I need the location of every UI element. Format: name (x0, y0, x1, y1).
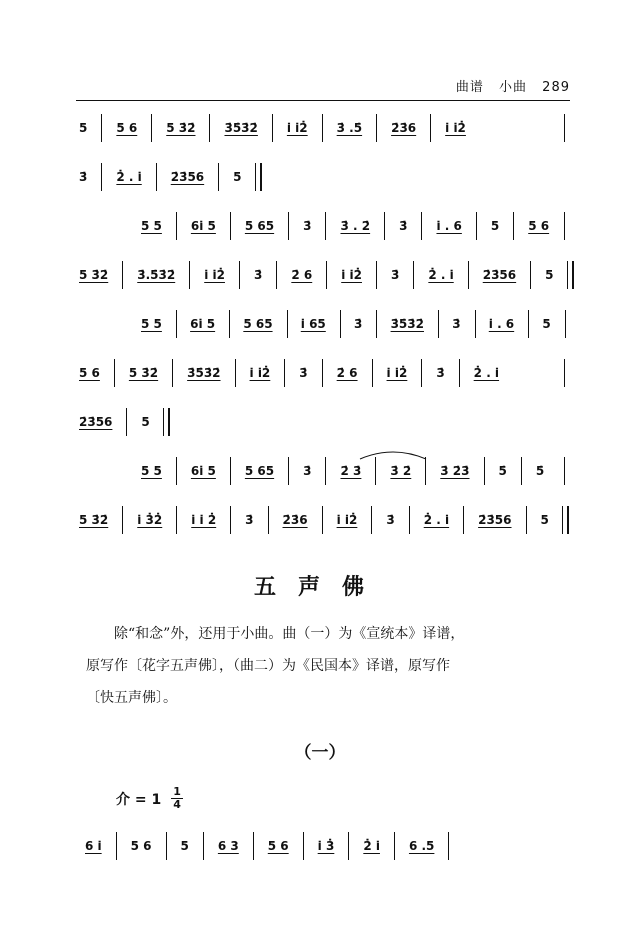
barline (425, 457, 426, 485)
note-group: 5 (233, 170, 242, 184)
barline (564, 212, 565, 240)
note-group: 6i̇ 5 (190, 464, 216, 478)
barline (126, 408, 127, 436)
header-section: 曲谱 (455, 80, 484, 95)
barline (421, 359, 422, 387)
note-group: 5 (141, 415, 150, 429)
barline (272, 114, 273, 142)
barline (322, 359, 323, 387)
note-group: 6i̇ 5 (190, 317, 216, 331)
slur-mark (358, 449, 428, 461)
score-line (76, 504, 576, 536)
score-line (76, 455, 576, 487)
time-signature (171, 786, 183, 811)
barline (218, 163, 219, 191)
note-group: 3̇ .5̇ (336, 121, 363, 135)
note-group: 3̇ (303, 464, 312, 478)
barline (513, 212, 514, 240)
barline (430, 114, 431, 142)
barline (521, 457, 522, 485)
barline (235, 359, 236, 387)
note-group: 2̇3̇6 (282, 513, 308, 527)
barline (564, 457, 565, 485)
score-line (76, 308, 576, 340)
note-group: 3̇ (399, 219, 408, 233)
running-header (446, 76, 570, 95)
note-group: 5̇ (498, 464, 507, 478)
note-group: 5 6 (116, 121, 138, 135)
note-group: 5 3̇2̇ (128, 366, 159, 380)
note-group: 3̇ 2̇ (390, 464, 412, 478)
barline (288, 457, 289, 485)
barline (230, 457, 231, 485)
score-line (76, 259, 576, 291)
note-group: 5 6 (130, 839, 152, 853)
barline (564, 114, 565, 142)
barline (372, 359, 373, 387)
barline (409, 506, 410, 534)
barline (122, 261, 123, 289)
note-group: 2̇3̇56 (478, 513, 512, 527)
note-group: 2̇ i̇ (363, 839, 380, 853)
note-group: 2̇ 3̇ (340, 464, 362, 478)
double-barline (163, 408, 170, 436)
barline (448, 832, 449, 860)
barline (384, 212, 385, 240)
note-group: 3̇ (386, 513, 395, 527)
note-group: 2̇ . i̇ (428, 268, 454, 282)
header-subsection: 小曲 (499, 80, 528, 95)
note-group: 6 i̇ (85, 839, 102, 853)
note-group: 3̇ (245, 513, 254, 527)
time-signature-numerator: 1 (173, 785, 181, 798)
notation-block (76, 112, 576, 553)
note-group: i̇ 3̇ (317, 839, 335, 853)
note-group: 2̇3̇56 (170, 170, 205, 184)
note-group: 2̇3̇56 (79, 415, 113, 429)
description-paragraph (86, 618, 570, 714)
note-group: 5 3̇2̇ (166, 121, 196, 135)
note-group: i̇ i̇2̇ (445, 121, 466, 135)
barline (468, 261, 469, 289)
barline (322, 506, 323, 534)
note-group: 3̇ (299, 366, 308, 380)
barline (172, 359, 173, 387)
barline (348, 832, 349, 860)
barline (322, 114, 323, 142)
paragraph-line: 原写作〔花字五声佛〕，（曲二）为《民国本》译谱，原写作 (86, 658, 450, 674)
score-line-final-section (82, 830, 577, 862)
note-group: 5 65 (244, 219, 275, 233)
note-group: 6 3 (217, 839, 239, 853)
note-group: 3̇5̇3̇2̇ (187, 366, 221, 380)
note-group: 5 5 (141, 464, 162, 478)
tempo-label: 介 = 1 (116, 791, 162, 808)
tempo-marking (116, 786, 183, 811)
note-group: 5 (542, 317, 551, 331)
note-group: i̇ i̇2̇ (336, 513, 358, 527)
barline (166, 832, 167, 860)
barline (371, 506, 372, 534)
barline (156, 163, 157, 191)
barline (114, 359, 115, 387)
note-group: 2̇ . i̇ (423, 513, 450, 527)
note-group: i̇ . 6 (488, 317, 515, 331)
note-group: 5 (540, 513, 549, 527)
note-group: i̇ i̇2̇ (341, 268, 362, 282)
barline (463, 506, 464, 534)
barline (459, 359, 460, 387)
note-group: 5 3̇2̇ (79, 268, 109, 282)
barline (101, 163, 102, 191)
barline (151, 114, 152, 142)
barline (176, 457, 177, 485)
time-signature-denominator: 4 (173, 798, 181, 811)
barline (325, 457, 326, 485)
note-group: i̇ i̇2̇ (249, 366, 271, 380)
barline (394, 832, 395, 860)
note-group: i̇ i̇2̇ (386, 366, 408, 380)
barline (326, 261, 327, 289)
barline (476, 212, 477, 240)
note-group: i̇ 3̇2̇ (137, 513, 163, 527)
barline (122, 506, 123, 534)
note-group: 5 6 (528, 219, 550, 233)
barline (116, 832, 117, 860)
double-barline (255, 163, 262, 191)
note-group: 3̇ (436, 366, 445, 380)
barline (526, 506, 527, 534)
score-line (76, 161, 576, 193)
barline (530, 261, 531, 289)
barline (303, 832, 304, 860)
note-group: 5 5 (141, 219, 162, 233)
barline (176, 212, 177, 240)
note-group: 2̇3̇6 (391, 121, 417, 135)
note-group: 3̇ (452, 317, 461, 331)
note-group: 2̇ 6 (291, 268, 313, 282)
section-title: 五声佛 (253, 575, 386, 600)
note-group: 5̇ (535, 464, 545, 478)
barline (375, 457, 376, 485)
barline (230, 506, 231, 534)
note-group: 2̇ . i̇ (473, 366, 500, 380)
barline (189, 261, 190, 289)
barline (564, 359, 565, 387)
barline (176, 506, 177, 534)
note-group: 5 6 (79, 366, 100, 380)
barline (421, 212, 422, 240)
barline (209, 114, 210, 142)
barline (276, 261, 277, 289)
barline (268, 506, 269, 534)
note-group: 3̇5̇3̇2̇ (224, 121, 258, 135)
score-line (76, 112, 576, 144)
barline (203, 832, 204, 860)
barline (101, 114, 102, 142)
barline (413, 261, 414, 289)
barline (376, 114, 377, 142)
note-group: 5 (180, 839, 189, 853)
score-line (76, 406, 576, 438)
paragraph-line: 〔快五声佛〕。 (86, 690, 177, 706)
final-barline (562, 506, 569, 534)
note-group: i̇ i̇ 2̇ (191, 513, 217, 527)
note-group: 5 3̇2̇ (79, 513, 109, 527)
barline (239, 261, 240, 289)
score-line (76, 210, 576, 242)
header-rule (76, 100, 570, 101)
note-group: 3̇ (390, 268, 400, 282)
page-number: 289 (542, 80, 570, 95)
note-group: 5 5 (141, 317, 162, 331)
barline (484, 457, 485, 485)
note-group: 3̇ (303, 219, 312, 233)
note-group: i̇ 65 (300, 317, 326, 331)
note-group: 6 .5 (408, 839, 435, 853)
piece-subtitle: （一） (294, 743, 346, 763)
note-group: 5 (79, 121, 88, 135)
barline (376, 261, 377, 289)
note-group: 5 65 (244, 464, 275, 478)
note-group: 3̇.5̇3̇2̇ (137, 268, 176, 282)
note-group: 5 6 (267, 839, 289, 853)
note-group: i̇ i̇2̇ (286, 121, 308, 135)
note-group: 3̇5̇3̇2̇ (390, 317, 424, 331)
barline (253, 832, 254, 860)
note-group: 5 65 (243, 317, 273, 331)
paragraph-line: 除“和念”外，还用于小曲。曲（一）为《宣统本》译谱， (114, 626, 465, 642)
score-line (76, 357, 576, 389)
note-group: i̇ . 6 (436, 219, 462, 233)
barline (230, 212, 231, 240)
note-group: 6i̇ 5 (190, 219, 216, 233)
barline (325, 212, 326, 240)
note-group: 2̇3̇56 (482, 268, 517, 282)
double-barline (567, 261, 574, 289)
barline (288, 212, 289, 240)
note-group: 2̇ 6 (336, 366, 358, 380)
note-group: 3̇ (253, 268, 263, 282)
note-group: i̇ i̇2̇ (204, 268, 225, 282)
note-group: 3̇ (79, 170, 88, 184)
note-group: 5 (490, 219, 500, 233)
note-group: 3̇ . 2̇ (340, 219, 371, 233)
note-group: 5 (545, 268, 554, 282)
barline (284, 359, 285, 387)
note-group: 3̇ 2̇3̇ (440, 464, 470, 478)
note-group: 2̇ . i̇ (116, 170, 142, 184)
note-group: 3̇ (354, 317, 363, 331)
